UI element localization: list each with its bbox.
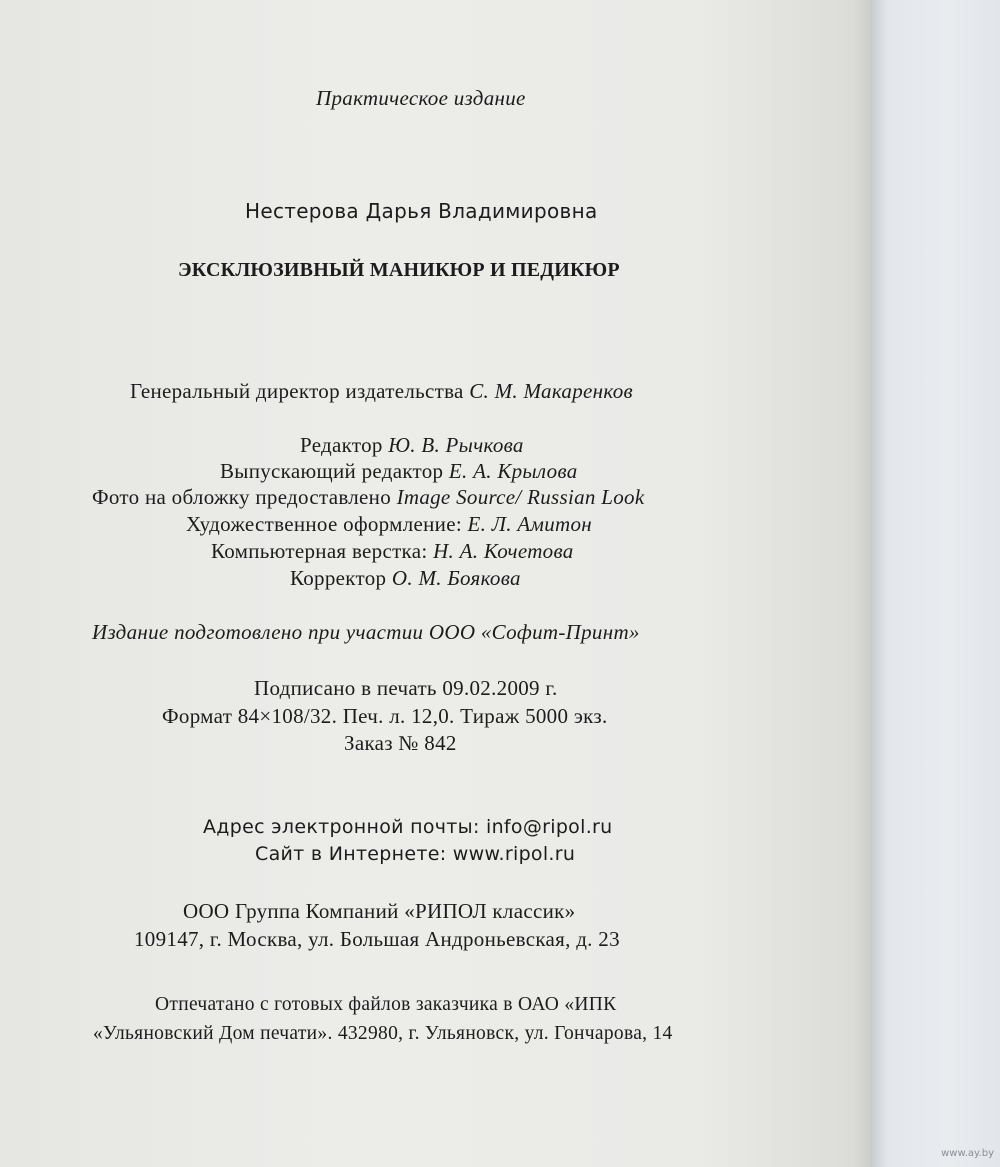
exec-editor-name: Е. А. Крылова bbox=[448, 459, 578, 483]
credit-layout bbox=[211, 539, 574, 564]
exec-editor-label: Выпускающий редактор bbox=[220, 459, 444, 483]
layout-name: Н. А. Кочетова bbox=[433, 539, 574, 563]
signed-to-print: Подписано в печать 09.02.2009 г. bbox=[254, 676, 558, 700]
cover-photo-name: Image Source/ Russian Look bbox=[396, 485, 645, 509]
director-label: Генеральный директор издательства bbox=[130, 379, 464, 403]
proof-label: Корректор bbox=[290, 566, 387, 590]
printer-line-2: «Ульяновский Дом печати». 432980, г. Ульяновск, ул. Гончарова, 14 bbox=[93, 1023, 673, 1044]
art-name: Е. Л. Амитон bbox=[467, 512, 592, 536]
credit-editor bbox=[300, 433, 524, 458]
credit-cover-photo bbox=[92, 485, 644, 510]
contact-email: Адрес электронной почты: info@ripol.ru bbox=[203, 816, 613, 838]
participation-note: Издание подготовлено при участии ООО «Софит-Принт» bbox=[92, 620, 640, 644]
credit-director bbox=[130, 379, 633, 404]
print-format: Формат 84×108/32. Печ. л. 12,0. Тираж 5000 экз. bbox=[162, 704, 608, 728]
layout-label: Компьютерная верстка: bbox=[211, 539, 428, 563]
book-title: ЭКСКЛЮЗИВНЫЙ МАНИКЮР И ПЕДИКЮР bbox=[178, 259, 620, 281]
printer-line-1: Отпечатано с готовых файлов заказчика в ОАО «ИПК bbox=[155, 994, 617, 1015]
credit-proofreader bbox=[290, 566, 521, 591]
editor-name: Ю. В. Рычкова bbox=[388, 433, 524, 457]
cover-photo-label: Фото на обложку предоставлено bbox=[92, 485, 391, 509]
credit-art bbox=[186, 512, 592, 537]
order-number: Заказ № 842 bbox=[344, 731, 457, 755]
adjacent-page bbox=[872, 0, 1000, 1167]
edition-type: Практическое издание bbox=[316, 86, 526, 110]
director-name: С. М. Макаренков bbox=[469, 379, 633, 403]
watermark: www.ay.by bbox=[941, 1148, 994, 1159]
proof-name: О. М. Боякова bbox=[391, 566, 521, 590]
author-name: Нестерова Дарья Владимировна bbox=[245, 199, 598, 223]
publisher-address: 109147, г. Москва, ул. Большая Андроньевская, д. 23 bbox=[134, 927, 620, 951]
art-label: Художественное оформление: bbox=[186, 512, 462, 536]
contact-site: Сайт в Интернете: www.ripol.ru bbox=[255, 843, 576, 865]
credit-exec-editor bbox=[220, 459, 578, 484]
editor-label: Редактор bbox=[300, 433, 383, 457]
publisher-name: ООО Группа Компаний «РИПОЛ классик» bbox=[183, 899, 576, 923]
